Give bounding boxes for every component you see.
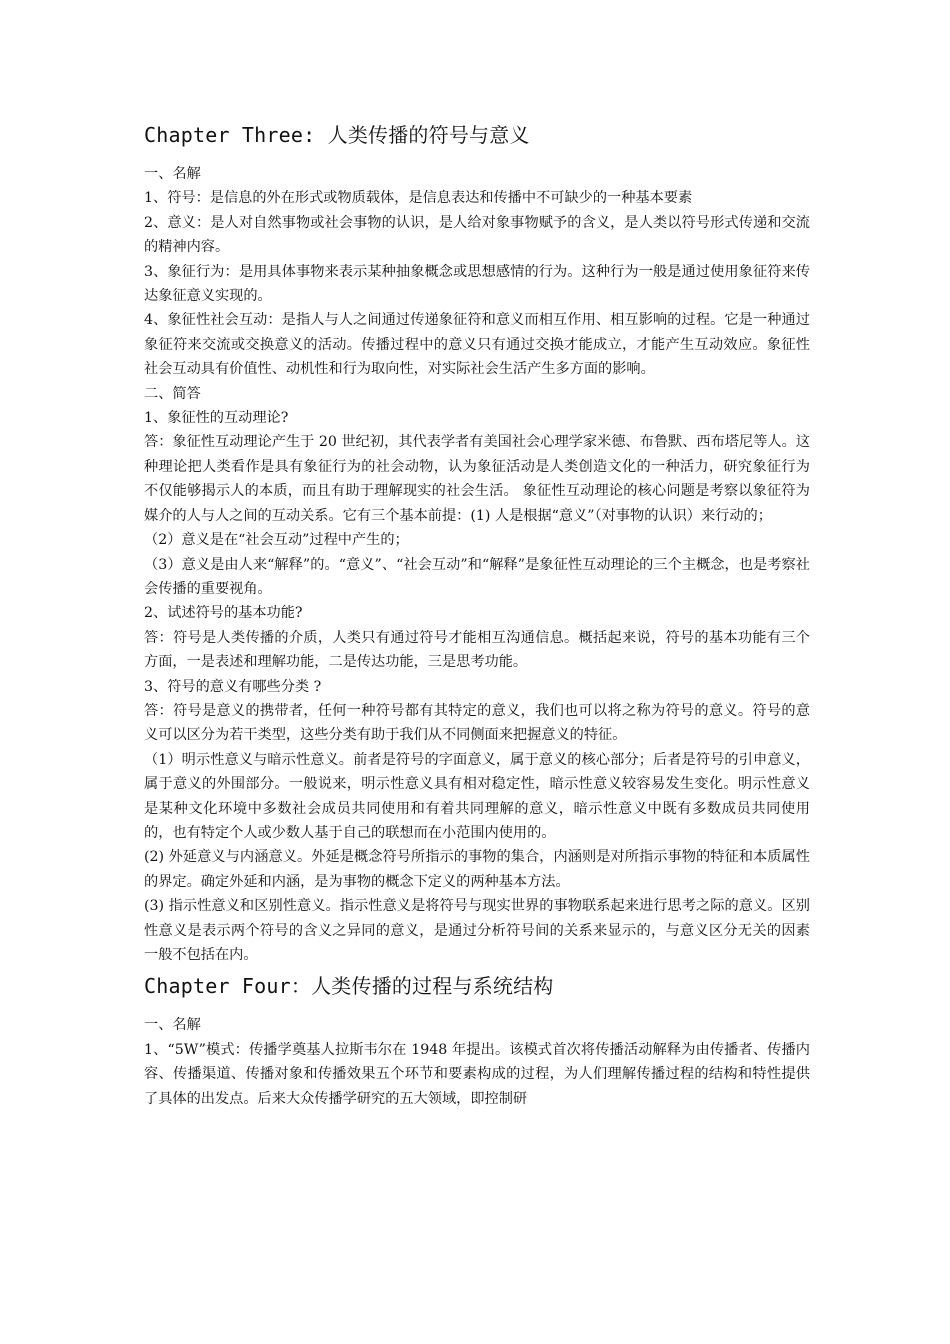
- question-1: 1、象征性的互动理论?: [144, 410, 289, 427]
- definition-symbolic-behavior: 3、象征行为：是用具体事物来表示某种抽象概念或思想感情的行为。这种行为一般是通过使用象征符来传达象征意义实现的。: [144, 263, 810, 305]
- section-label-definitions: 一、名解: [144, 166, 201, 182]
- definition-meaning: 2、意义：是人对自然事物或社会事物的认识，是人给对象事物赋予的含义，是人类以符号形式传递和交流的精神内容。: [144, 214, 810, 256]
- answer-2: 答：符号是人类传播的介质，人类只有通过符号才能相互沟通信息。概括起来说，符号的基本功能有三个方面，一是表述和理解功能，二是传达功能，三是思考功能。: [144, 629, 810, 671]
- chapter-four-title: Chapter Four：人类传播的过程与系统结构: [144, 974, 554, 999]
- document-page: [144, 120, 810, 1111]
- answer-3-point-3: (3) 指示性意义和区别性意义。指示性意义是将符号与现实世界的事物联系起来进行思考之际的意义。区别性意义是表示两个符号的含义之异同的意义，是通过分析符号间的关系来显示的，与意义区分无关的因素一般不包括在内。: [144, 898, 810, 963]
- question-2: 2、试述符号的基本功能?: [144, 605, 303, 622]
- definition-symbol: 1、符号：是信息的外在形式或物质载体，是信息表达和传播中不可缺少的一种基本要素: [144, 190, 693, 207]
- answer-1-point-3: （3）意义是由人来“解释”的。“意义”、“社会互动”和“解释”是象征性互动理论的三个主概念，也是考察社会传播的重要视角。: [144, 556, 810, 597]
- definition-5w-model: 1、“5W”模式：传播学奠基人拉斯韦尔在 1948 年提出。该模式首次将传播活动解释为由传播者、传播内容、传播渠道、传播对象和传播效果五个环节和要素构成的过程，为人们理解传播过程的结构和特性提供了具体的出发点。后来大众传播学研究的五大领域，即控制研: [144, 1041, 810, 1107]
- answer-3-point-2: (2) 外延意义与内涵意义。外延是概念符号所指示的事物的集合，内涵则是对所指示事物的特征和本质属性的界定。确定外延和内涵，是为事物的概念下定义的两种基本方法。: [144, 849, 810, 890]
- answer-1: 答：象征性互动理论产生于 20 世纪初，其代表学者有美国社会心理学家米德、布鲁默、西布塔尼等人。这种理论把人类看作是具有象征行为的社会动物，认为象征活动是人类创造文化的一种活力，研究象征行为不仅能够揭示人的本质，而且有助于理解现实的社会生活。 象征性互动理论的核心问题是考察以象征符为媒介的人与人之间的互动关系。它有三个基本前提：(1) 人是根据“意义”（对事物的认识）来行动的；: [144, 434, 810, 524]
- answer-1-point-2: （2）意义是在“社会互动”过程中产生的；: [144, 532, 409, 549]
- answer-3: 答：符号是意义的携带者，任何一种符号都有其特定的意义，我们也可以将之称为符号的意义。符号的意义可以区分为若干类型，这些分类有助于我们从不同侧面来把握意义的特征。: [144, 702, 810, 744]
- chapter-three-title: Chapter Three: 人类传播的符号与意义: [144, 123, 530, 147]
- answer-3-point-1: （1）明示性意义与暗示性意义。前者是符号的字面意义，属于意义的核心部分；后者是符号的引申意义，属于意义的外围部分。一般说来，明示性意义具有相对稳定性，暗示性意义较容易发生变化。明示性意义是某种文化环境中多数社会成员共同使用和有着共同理解的意义，暗示性意义中既有多数成员共同使用的，也有特定个人或少数人基于自己的联想而在小范围内使用的。: [144, 751, 810, 841]
- definition-symbolic-interaction: 4、象征性社会互动：是指人与人之间通过传递象征符和意义而相互作用、相互影响的过程。它是一种通过象征符来交流或交换意义的活动。传播过程中的意义只有通过交换才能成立，才能产生互动效应。象征性社会互动具有价值性、动机性和行为取向性，对实际社会生活产生多方面的影响。: [144, 312, 810, 378]
- question-3: 3、符号的意义有哪些分类 ?: [144, 678, 322, 695]
- section-label-definitions-ch4: 一、名解: [144, 1017, 201, 1034]
- section-label-short-answer: 二、简答: [144, 385, 201, 402]
